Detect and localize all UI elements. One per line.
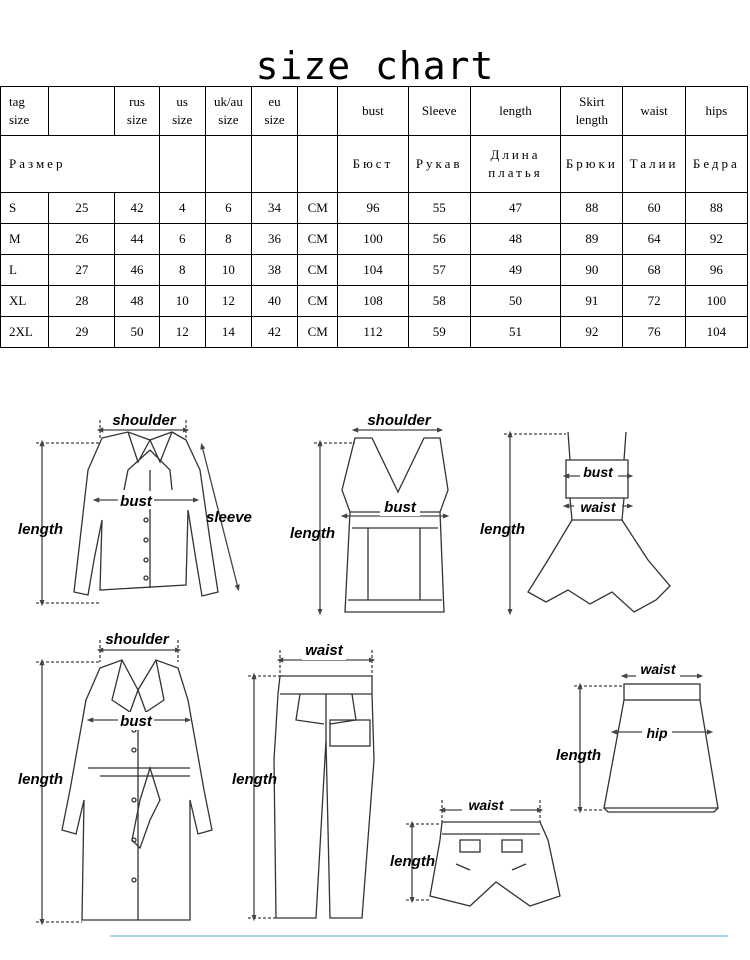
russian-cell: Длина платья xyxy=(470,136,560,193)
table-cell: 50 xyxy=(115,317,159,348)
header-cell xyxy=(561,87,623,136)
skirt-drawing xyxy=(604,684,718,812)
blouse-bust-label: bust xyxy=(120,493,152,510)
header-text: eu size xyxy=(264,94,285,127)
table-cell: 27 xyxy=(49,255,115,286)
table-cell: 48 xyxy=(115,286,159,317)
pants-waist-label: waist xyxy=(305,642,343,659)
coat-drawing xyxy=(62,660,212,920)
table-cell: 10 xyxy=(159,286,205,317)
table-cell: CM xyxy=(298,286,338,317)
header-cell xyxy=(205,87,251,136)
dress-bust-label: bust xyxy=(583,464,613,480)
table-cell: 38 xyxy=(251,255,297,286)
table-cell: 108 xyxy=(338,286,408,317)
russian-cell: Талии xyxy=(623,136,685,193)
table-cell: 58 xyxy=(408,286,470,317)
table-cell: 76 xyxy=(623,317,685,348)
page-title: size chart xyxy=(255,44,495,88)
table-cell: 56 xyxy=(408,224,470,255)
header-text: Skirt length xyxy=(575,94,609,127)
table-cell: 55 xyxy=(408,193,470,224)
dress-length-label: length xyxy=(480,521,525,538)
table-cell: 92 xyxy=(685,224,747,255)
coat-length-arrow xyxy=(36,662,100,922)
blouse-shoulder-label: shoulder xyxy=(112,412,176,429)
shorts-drawing xyxy=(430,822,560,906)
table-cell: 49 xyxy=(470,255,560,286)
table-cell: 104 xyxy=(685,317,747,348)
table-cell: 88 xyxy=(561,193,623,224)
header-text: uk/au size xyxy=(213,94,243,127)
header-cell xyxy=(470,87,560,136)
table-cell: 51 xyxy=(470,317,560,348)
table-cell: 64 xyxy=(623,224,685,255)
table-row xyxy=(1,255,748,286)
table-cell: 46 xyxy=(115,255,159,286)
table-cell: CM xyxy=(298,224,338,255)
dress-waist-label: waist xyxy=(580,499,616,515)
size-table xyxy=(0,86,748,348)
coat-length-label: length xyxy=(18,771,63,788)
tank-drawing xyxy=(342,438,448,612)
coat-bust-label: bust xyxy=(120,713,152,730)
header-text: bust xyxy=(362,103,384,118)
size-label-cell: S xyxy=(1,193,49,224)
table-cell: 96 xyxy=(338,193,408,224)
empty-cell xyxy=(205,136,251,193)
header-text: waist xyxy=(640,103,668,118)
table-cell: 29 xyxy=(49,317,115,348)
table-cell: CM xyxy=(298,193,338,224)
header-cell xyxy=(298,87,338,136)
table-cell: 57 xyxy=(408,255,470,286)
header-row xyxy=(1,87,748,136)
skirt-hip-label: hip xyxy=(646,725,668,741)
tank-bust-label: bust xyxy=(384,499,416,516)
table-cell: 42 xyxy=(251,317,297,348)
empty-cell xyxy=(159,136,205,193)
table-cell: 48 xyxy=(470,224,560,255)
size-label-cell: XL xyxy=(1,286,49,317)
dress-drawing xyxy=(528,432,670,612)
table-cell: 89 xyxy=(561,224,623,255)
size-label-cell: L xyxy=(1,255,49,286)
header-text: us size xyxy=(172,94,193,127)
table-cell: 60 xyxy=(623,193,685,224)
header-cell xyxy=(115,87,159,136)
table-cell: 100 xyxy=(685,286,747,317)
russian-cell: Рукав xyxy=(408,136,470,193)
header-cell xyxy=(623,87,685,136)
table-cell: 47 xyxy=(470,193,560,224)
table-cell: 91 xyxy=(561,286,623,317)
table-cell: CM xyxy=(298,255,338,286)
table-cell: 8 xyxy=(205,224,251,255)
table-cell: 96 xyxy=(685,255,747,286)
table-cell: 26 xyxy=(49,224,115,255)
shorts-length-label: length xyxy=(390,853,435,870)
blouse-length-label: length xyxy=(18,521,63,538)
header-text: rus size xyxy=(126,94,148,127)
header-cell xyxy=(251,87,297,136)
tank-length-label: length xyxy=(290,525,335,542)
pants-drawing xyxy=(274,676,374,918)
russian-cell: Бюст xyxy=(338,136,408,193)
table-cell: 68 xyxy=(623,255,685,286)
russian-row xyxy=(1,136,748,193)
measurement-diagrams xyxy=(0,380,750,960)
russian-size-label: Размер xyxy=(1,136,160,193)
table-cell: CM xyxy=(298,317,338,348)
table-cell: 59 xyxy=(408,317,470,348)
table-cell: 10 xyxy=(205,255,251,286)
table-cell: 8 xyxy=(159,255,205,286)
table-row xyxy=(1,286,748,317)
russian-cell: Брюки xyxy=(561,136,623,193)
header-text: hips xyxy=(705,103,728,118)
header-cell xyxy=(49,87,115,136)
header-cell xyxy=(338,87,408,136)
table-cell: 36 xyxy=(251,224,297,255)
table-cell: 100 xyxy=(338,224,408,255)
header-cell xyxy=(1,87,49,136)
table-cell: 25 xyxy=(49,193,115,224)
table-cell: 92 xyxy=(561,317,623,348)
shorts-waist-label: waist xyxy=(468,797,504,813)
table-cell: 28 xyxy=(49,286,115,317)
table-cell: 44 xyxy=(115,224,159,255)
table-row xyxy=(1,317,748,348)
table-cell: 88 xyxy=(685,193,747,224)
tank-shoulder-label: shoulder xyxy=(367,412,431,429)
table-cell: 12 xyxy=(159,317,205,348)
header-text: Sleeve xyxy=(421,103,457,118)
skirt-waist-label: waist xyxy=(640,661,676,677)
table-cell: 40 xyxy=(251,286,297,317)
table-cell: 72 xyxy=(623,286,685,317)
coat-shoulder-label: shoulder xyxy=(105,631,169,648)
header-cell xyxy=(159,87,205,136)
table-cell: 14 xyxy=(205,317,251,348)
header-text: length xyxy=(499,103,532,118)
skirt-length-label: length xyxy=(556,747,601,764)
empty-cell xyxy=(251,136,297,193)
blouse-drawing xyxy=(74,432,218,596)
size-label-cell: 2XL xyxy=(1,317,49,348)
table-cell: 104 xyxy=(338,255,408,286)
table-cell: 90 xyxy=(561,255,623,286)
table-cell: 4 xyxy=(159,193,205,224)
russian-cell: Бедра xyxy=(685,136,747,193)
size-label-cell: M xyxy=(1,224,49,255)
blouse-sleeve-label: sleeve xyxy=(206,509,252,526)
table-cell: 34 xyxy=(251,193,297,224)
table-cell: 50 xyxy=(470,286,560,317)
table-body xyxy=(1,193,748,348)
empty-cell xyxy=(298,136,338,193)
pants-length-label: length xyxy=(232,771,277,788)
table-cell: 42 xyxy=(115,193,159,224)
header-cell xyxy=(408,87,470,136)
table-cell: 6 xyxy=(159,224,205,255)
table-row xyxy=(1,193,748,224)
table-cell: 112 xyxy=(338,317,408,348)
table-cell: 6 xyxy=(205,193,251,224)
header-text: tag size xyxy=(9,94,30,127)
table-cell: 12 xyxy=(205,286,251,317)
table-row xyxy=(1,224,748,255)
header-cell xyxy=(685,87,747,136)
